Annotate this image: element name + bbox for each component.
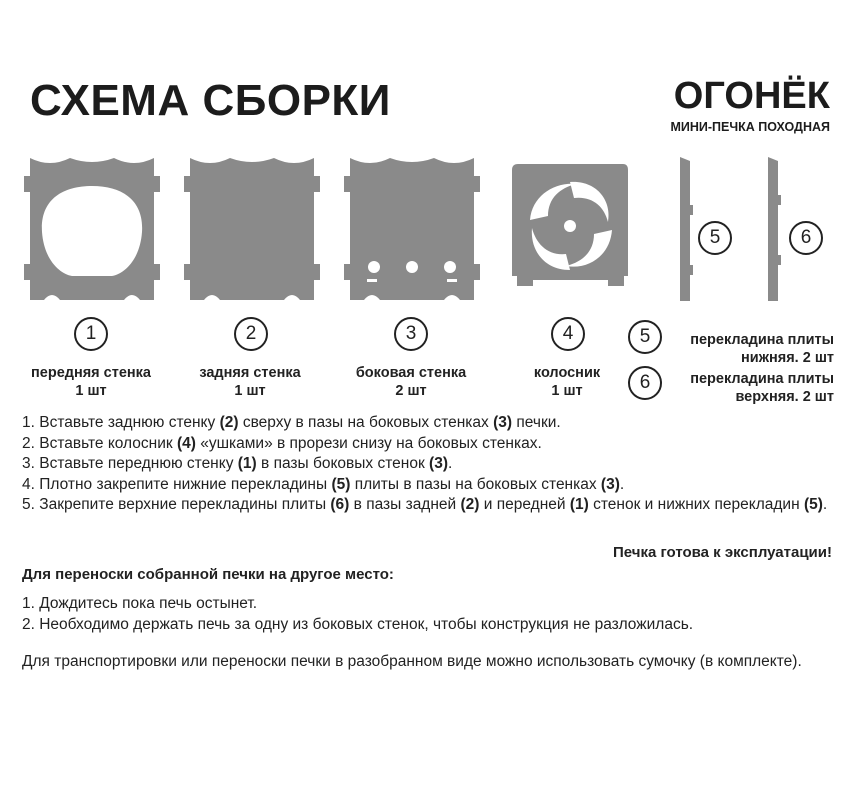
part-1-qty: 1 шт xyxy=(75,383,107,399)
part-3-label xyxy=(326,364,496,400)
grate-drawing xyxy=(508,160,633,290)
back-wall-drawing xyxy=(182,152,322,307)
ready-text: Печка готова к эксплуатации! xyxy=(613,544,832,561)
lower-bar-drawing xyxy=(676,155,696,305)
part-4-qty: 1 шт xyxy=(551,383,583,399)
brand-name: ОГОНЁК xyxy=(673,75,830,117)
part-3-name: боковая стенка xyxy=(355,365,467,381)
assembly-instructions xyxy=(22,413,837,516)
instruction-step: 3. Вставьте переднюю стенку (1) в пазы боковых стенок (3). xyxy=(22,455,453,472)
move-step: 2. Необходимо держать печь за одну из боковых стенок, чтобы конструкция не разложилась. xyxy=(22,616,694,633)
instruction-step: 1. Вставьте заднюю стенку (2) сверху в пазы на боковых стенках (3) печки. xyxy=(22,414,561,431)
part-4-name: колосник xyxy=(533,365,601,381)
upper-bar-drawing xyxy=(764,155,784,305)
part-6-name: перекладина плиты xyxy=(690,371,834,387)
side-wall-drawing xyxy=(342,152,482,307)
part-1-name: передняя стенка xyxy=(31,365,151,381)
instruction-step: 4. Плотно закрепите нижние перекладины (5) плиты в пазы на боковых стенках (3). xyxy=(22,475,625,493)
move-step: 1. Дождитесь пока печь остынет. xyxy=(22,595,258,612)
move-heading: Для переноски собранной печки на другое место: xyxy=(22,566,394,583)
instruction-step: 2. Вставьте колосник (4) «ушками» в прорези снизу на боковых стенках. xyxy=(22,434,542,452)
part-5-name: перекладина плиты xyxy=(690,332,834,348)
part-2-label xyxy=(165,364,335,400)
part-5-qty: нижняя. 2 шт xyxy=(741,350,834,366)
part-4-label xyxy=(482,364,652,400)
transport-note: Для транспортировки или переноски печки в разобранном виде можно использовать сумочку (в комплекте). xyxy=(22,653,802,670)
move-steps xyxy=(22,593,693,635)
part-4-number: 4 xyxy=(551,317,585,351)
part-3-qty: 2 шт xyxy=(395,383,427,399)
part-6-number-drawing: 6 xyxy=(789,221,823,255)
page-title: СХЕМА СБОРКИ xyxy=(30,76,391,125)
part-2-number: 2 xyxy=(234,317,268,351)
part-2-qty: 1 шт xyxy=(234,383,266,399)
brand-subtitle: МИНИ-ПЕЧКА ПОХОДНАЯ xyxy=(670,120,830,134)
part-6-label xyxy=(690,370,834,406)
instruction-step: 5. Закрепите верхние перекладины плиты (6) в пазы задней (2) и передней (1) стенок и нижних перекладин (5). xyxy=(22,496,828,513)
part-5-number-drawing: 5 xyxy=(698,221,732,255)
part-3-number: 3 xyxy=(394,317,428,351)
part-5-number-legend: 5 xyxy=(628,320,662,354)
part-5-label xyxy=(690,331,834,367)
brand-block xyxy=(670,76,830,134)
part-2-name: задняя стенка xyxy=(199,365,301,381)
part-6-number-legend: 6 xyxy=(628,366,662,400)
front-wall-drawing xyxy=(22,152,162,307)
part-1-label xyxy=(6,364,176,400)
part-1-number: 1 xyxy=(74,317,108,351)
part-6-qty: верхняя. 2 шт xyxy=(735,389,834,405)
